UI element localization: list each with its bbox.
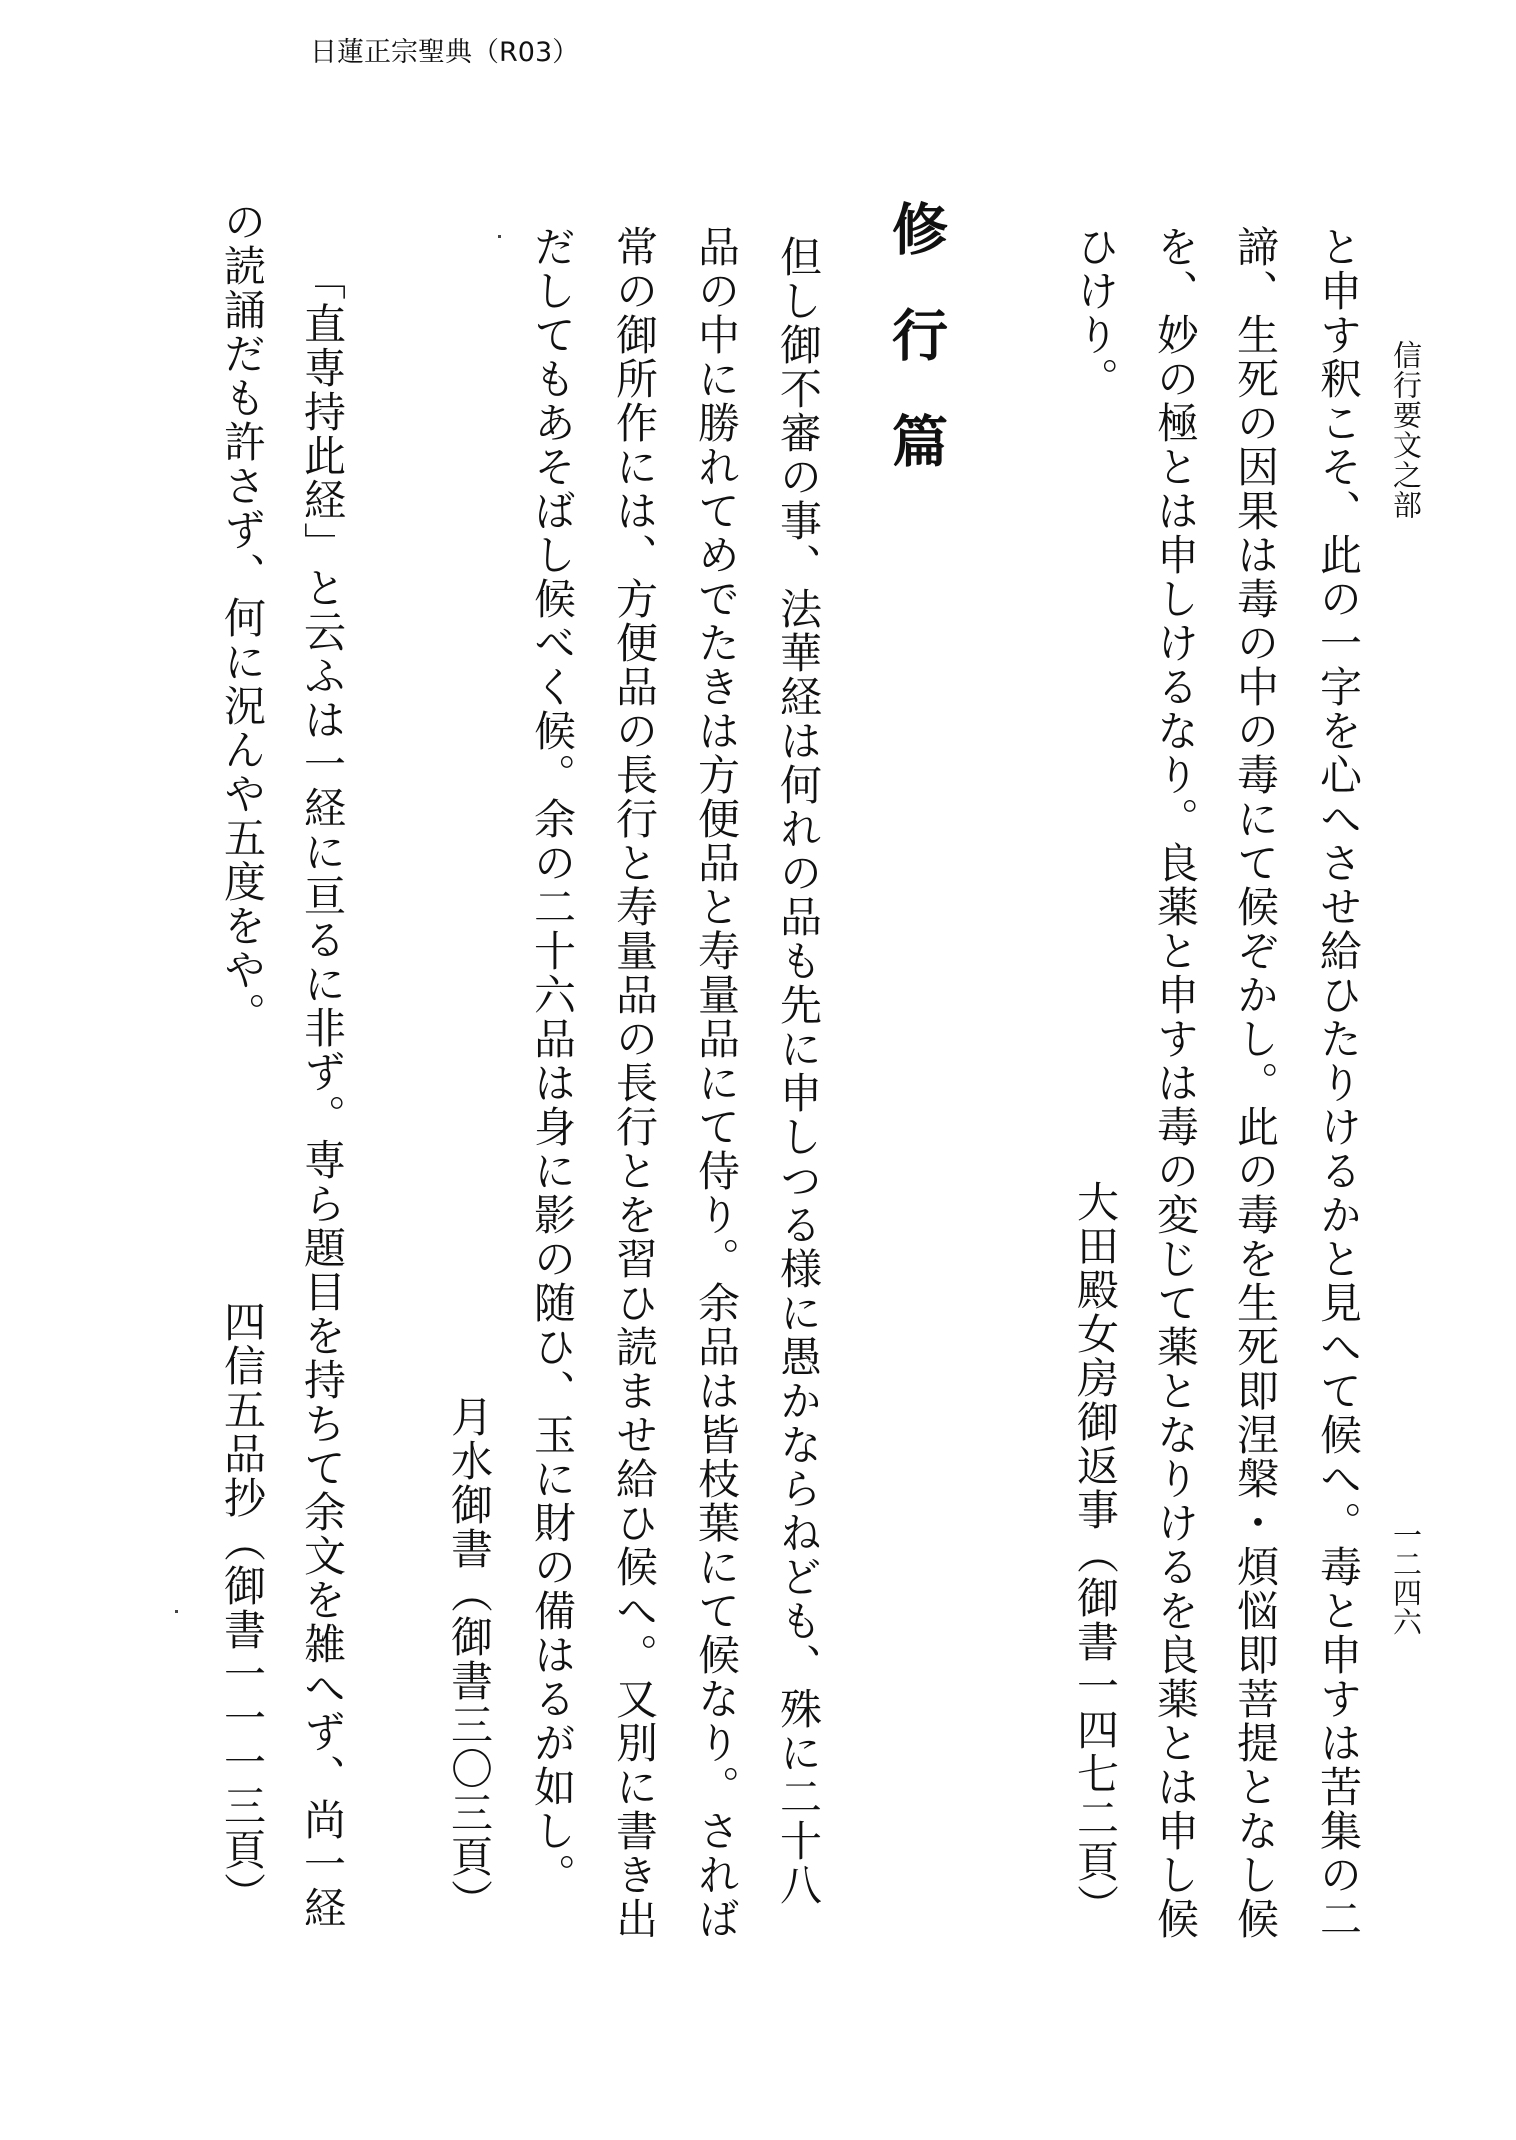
passage1-source: 大田殿女房御返事（御書一四七二頁） [1071,1180,1120,1928]
passage1-column: ひけり。 [1071,225,1120,401]
section-title: 修行篇 [883,200,949,518]
running-head: 信行要文之部 [1389,340,1423,520]
passage1-column: を、妙の極とは申しけるなり。良薬と申すは毒の変じて薬となりけるを良薬とは申し候 [1151,225,1200,1941]
passage1-column: と申す釈こそ、此の一字を心へさせ給ひたりけるかと見へて候へ。毒と申すは苦集の二 [1314,225,1363,1941]
page-number: 一二四六 [1389,1520,1423,1636]
passage2-column: だしてもあそばし候べく候。余の二十六品は身に影の随ひ、玉に財の備はるが如し。 [528,225,577,1897]
passage3-column: の読誦だも許さず、何に況んや五度をや。 [218,200,267,1036]
passage3-source: 四信五品抄（御書一一一三頁） [218,1300,267,1916]
passage2-column: 品の中に勝れてめでたきは方便品と寿量品にて侍り。余品は皆枝葉にて候なり。されば [692,225,741,1941]
passage2-source: 月水御書（御書三〇三頁） [445,1395,494,1923]
passage2-column: 常の御所作には、方便品の長行と寿量品の長行とを習ひ読ませ給ひ候へ。又別に書き出 [610,225,659,1941]
document-label: 日蓮正宗聖典（R03） [310,37,580,68]
passage3-column: 「直専持此経」と云ふは一経に亘るに非ず。専ら題目を持ちて余文を雑へず、尚一経 [298,258,347,1930]
scan-mark [175,1610,178,1613]
passage2-column: 但し御不審の事、法華経は何れの品も先に申しつる様に愚かならねども、殊に二十八 [774,235,823,1907]
passage1-column: 諦、生死の因果は毒の中の毒にて候ぞかし。此の毒を生死即涅槃・煩悩即菩提となし候 [1231,225,1280,1941]
scan-mark [498,235,501,238]
